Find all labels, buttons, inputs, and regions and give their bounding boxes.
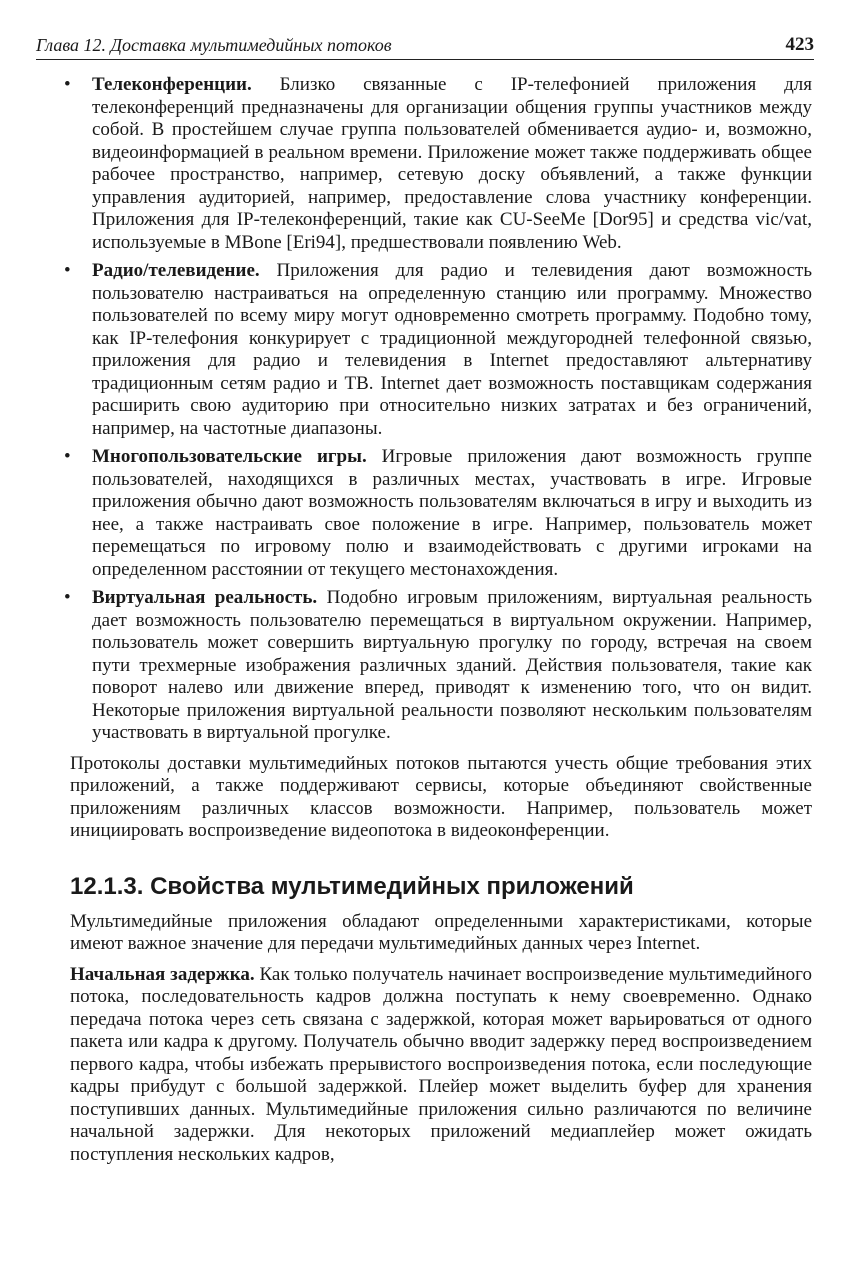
section-heading: 12.1.3. Свойства мультимедийных приложений (70, 872, 634, 900)
list-item (64, 74, 812, 254)
initial-delay-paragraph (70, 964, 812, 1167)
list-item-text: Приложения для радио и телевидения дают возможность пользователю настраиваться на определенную станцию или программу. Множество пользователей по всему миру могут одновременно смотреть программу. Подобно тому, как IP-телефония конкурирует с традиционной междугородней телефонной связью, приложения для радио и телевидения в Internet предоставляют альтернативу традиционным сетям радио и ТВ. Internet дает возможность поставщикам содержания расширить свою аудиторию при относительно низких затратах и без ограничений, например, на частотные диапазоны. (92, 260, 812, 439)
list-item (64, 260, 812, 440)
delay-term: Начальная задержка. (70, 963, 255, 985)
bullet-icon: • (64, 446, 71, 467)
running-head (36, 34, 814, 60)
list-item-text: Подобно игровым приложениям, виртуальная реальность дает возможность пользователю перемещаться в виртуальном окружении. Например, пользователь может совершить виртуальную прогулку по городу, встречая на своем пути трехмерные изображения различных зданий. Действия пользователя, такие как поворот налево или движение вперед, приводят к изменению того, что он видит. Некоторые приложения виртуальной реальности позволяют нескольким пользователям участвовать в виртуальной прогулке. (92, 587, 812, 743)
application-list (48, 74, 812, 745)
delay-text: Как только получатель начинает воспроизведение мультимедийного потока, последовательность кадров должна поступать к нему своевременно. Однако передача потока через сеть связана с задержкой, которая может варьироваться от одного пакета или кадра к другому. Получатель обычно вводит задержку перед воспроизведением первого кадра, чтобы избежать прерывистого воспроизведения потока, если последующие кадры прибудут с большой задержкой. Плейер может выделить буфер для хранения поступивших данных. Мультимедийные приложения сильно различаются по величине начальной задержки. Для некоторых приложений медиаплейер может ожидать поступления нескольких кадров, (70, 963, 812, 1165)
list-item-term: Телеконференции. (92, 74, 252, 95)
list-item-text: Близко связанные с IP-телефонией приложения для телеконференций предназначены для организации общения группы участников между собой. В простейшем случае группа пользователей обменивается аудио- и, возможно, видеоинформацией в реальном времени. Приложение может также поддерживать общее рабочее пространство, например, сетевую доску объявлений, а также функции управления аудиторией, например, предоставление слова участнику конференции. Приложения для IP-телеконференций, такие как CU-SeeMe [Dor95] и средства vic/vat, используемые в MBone [Eri94], предшествовали появлению Web. (92, 74, 812, 253)
list-item-term: Многопользовательские игры. (92, 446, 367, 467)
list-item-term: Радио/телевидение. (92, 260, 260, 281)
section-intro: Мультимедийные приложения обладают определенными характеристиками, которые имеют важное значение для передачи мультимедийных данных через Internet. (70, 910, 812, 954)
list-item-term: Виртуальная реальность. (92, 587, 318, 608)
bullet-icon: • (64, 587, 71, 608)
list-item (64, 446, 812, 581)
list-item (64, 587, 812, 745)
bullet-icon: • (64, 260, 71, 281)
running-title: Глава 12. Доставка мультимедийных потоков (36, 35, 392, 55)
page-number: 423 (785, 34, 814, 55)
list-item-text: Игровые приложения дают возможность группе пользователей, находящихся в различных местах, участвовать в игре. Игровые приложения обычно дают возможность пользователям включаться в игру и выходить из нее, а также настраивать свое положение в игре. Например, пользователь может перемещаться по игровому полю и взаимодействовать с другими игроками на определенном расстоянии от текущего местонахождения. (92, 446, 812, 580)
protocols-paragraph: Протоколы доставки мультимедийных потоков пытаются учесть общие требования этих приложений, а также поддерживают сервисы, которые объединяют свойственные приложениям различных классов возможности. Например, пользователь может инициировать воспроизведение видеопотока в видеоконференции. (70, 752, 812, 841)
bullet-icon: • (64, 74, 71, 95)
